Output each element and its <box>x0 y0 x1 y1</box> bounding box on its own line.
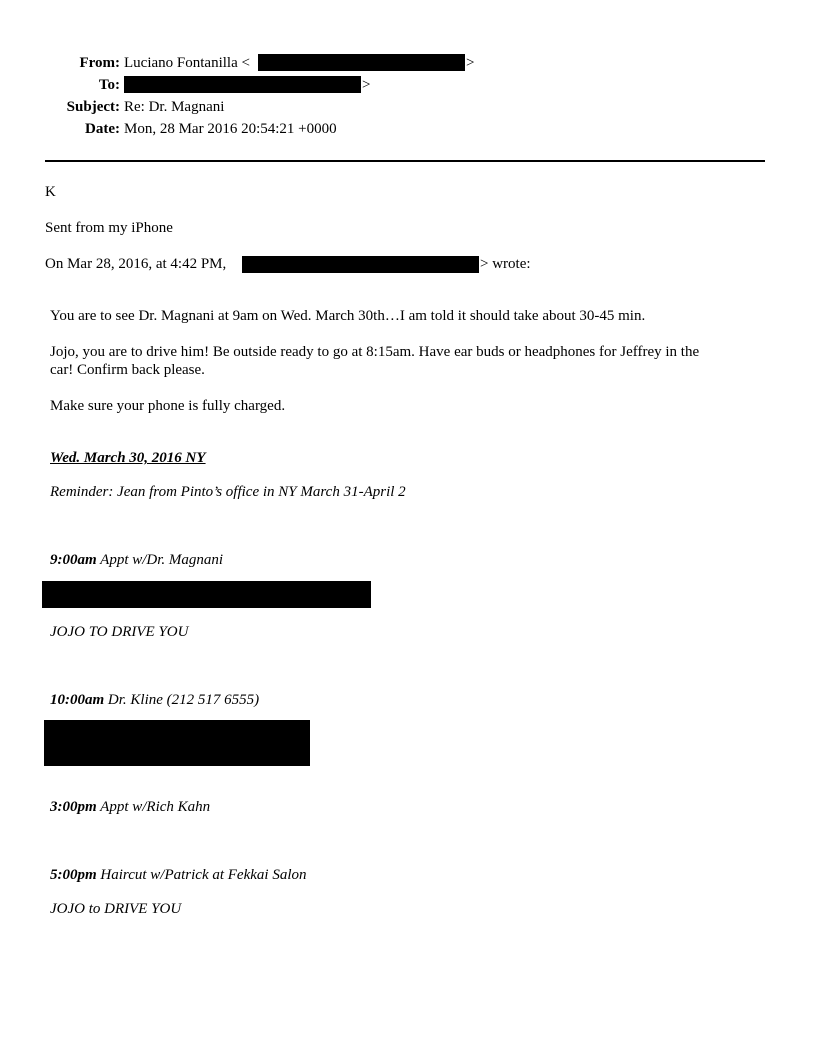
date-label: Date: <box>85 121 120 137</box>
redacted-sender-email <box>242 256 479 273</box>
schedule-desc: Appt w/Rich Kahn <box>96 799 211 815</box>
schedule-reminder: Reminder: Jean from Pinto’s office in NY March 31-April 2 <box>50 484 406 500</box>
schedule-time: 9:00am <box>50 552 97 568</box>
schedule-desc: Appt w/Dr. Magnani <box>96 552 224 568</box>
quote-intro: On Mar 28, 2016, at 4:42 PM, <box>45 256 227 272</box>
schedule-note: JOJO TO DRIVE YOU <box>50 624 189 640</box>
quoted-paragraph-1: You are to see Dr. Magnani at 9am on Wed. March 30th…I am told it should take about 30-45 min. <box>50 308 646 324</box>
from-name: Luciano Fontanilla < <box>124 55 250 71</box>
schedule-item <box>50 866 307 884</box>
redacted-from-email <box>258 54 465 71</box>
schedule-item <box>50 551 223 569</box>
redacted-block <box>44 720 310 766</box>
schedule-desc: Haircut w/Patrick at Fekkai Salon <box>96 867 307 883</box>
schedule-time: 3:00pm <box>50 799 97 815</box>
quote-intro-end: > wrote: <box>480 256 531 272</box>
redacted-block <box>42 581 371 608</box>
schedule-desc: Dr. Kline (212 517 6555) <box>104 692 260 708</box>
header-divider <box>45 160 765 162</box>
subject-label: Subject: <box>66 99 120 115</box>
subject-value: Re: Dr. Magnani <box>124 99 225 115</box>
quoted-paragraph-2-line-1: Jojo, you are to drive him! Be outside ready to go at 8:15am. Have ear buds or headphones for Jeffrey in the <box>50 344 700 360</box>
schedule-time: 5:00pm <box>50 867 97 883</box>
date-value: Mon, 28 Mar 2016 20:54:21 +0000 <box>124 121 337 137</box>
schedule-item <box>50 798 210 816</box>
schedule-item <box>50 691 259 709</box>
from-close: > <box>466 55 475 71</box>
redacted-to-email <box>124 76 361 93</box>
schedule-time: 10:00am <box>50 692 105 708</box>
to-close: > <box>362 77 371 93</box>
schedule-date-heading: Wed. March 30, 2016 NY <box>50 450 206 466</box>
quoted-paragraph-2-line-2: car! Confirm back please. <box>50 362 205 378</box>
quoted-paragraph-3: Make sure your phone is fully charged. <box>50 398 286 414</box>
schedule-note: JOJO to DRIVE YOU <box>50 901 182 917</box>
signature: Sent from my iPhone <box>45 220 173 236</box>
to-label: To: <box>98 77 120 93</box>
reply-text: K <box>45 184 56 200</box>
from-label: From: <box>79 55 120 71</box>
